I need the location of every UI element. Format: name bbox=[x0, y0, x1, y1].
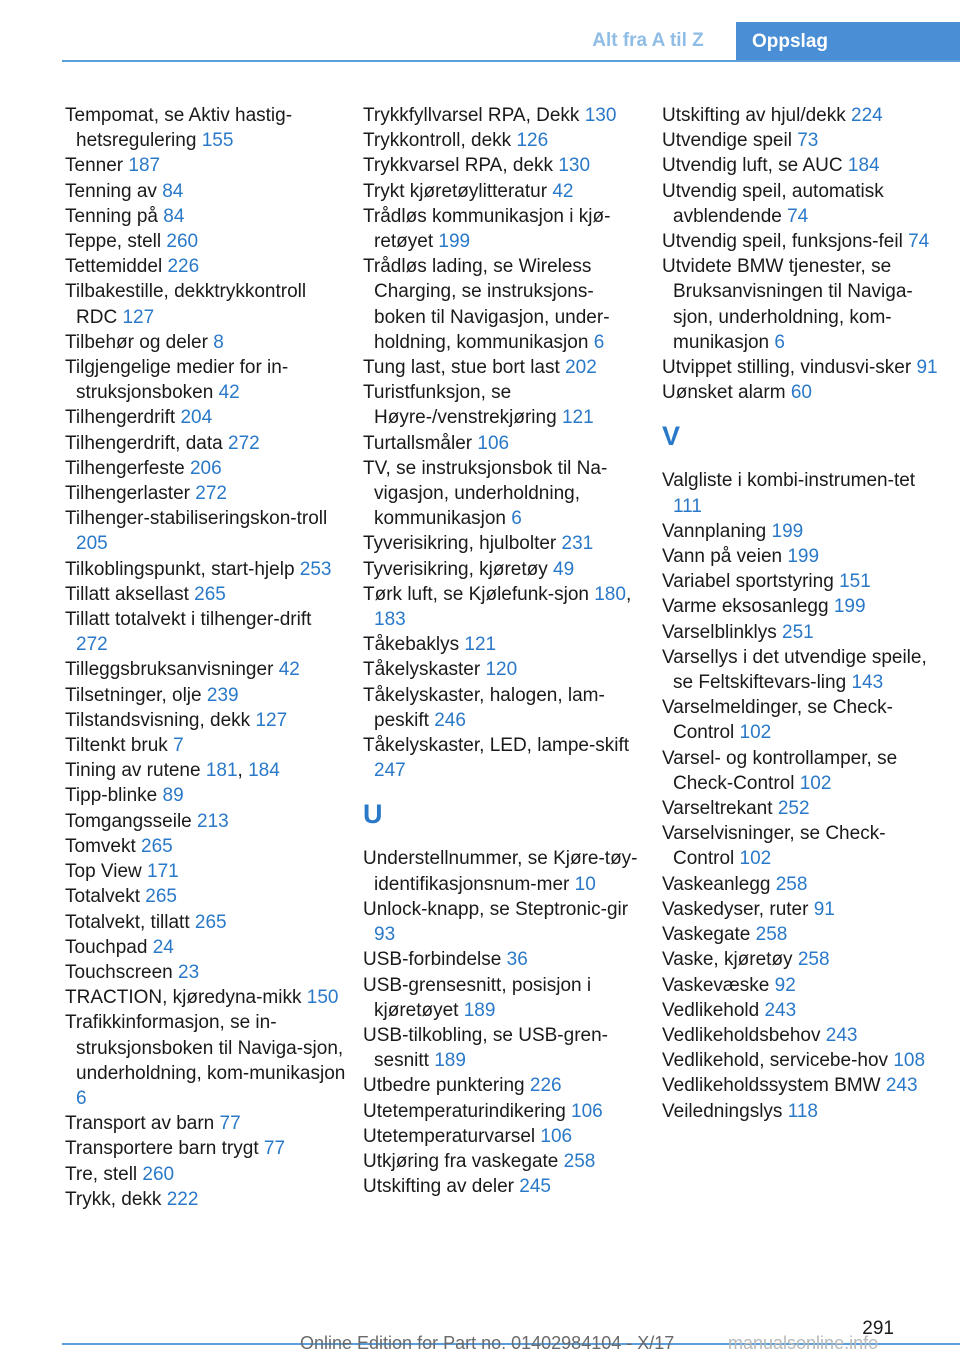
index-term: Tilsetninger, olje bbox=[65, 684, 202, 706]
index-term: Trådløs lading, se Wireless Charging, se instruksjons-boken til Navigasjon, under-holdning, kommunikasjon bbox=[363, 256, 610, 353]
index-term: Tåkelyskaster, halogen, lam-peskift bbox=[363, 684, 605, 731]
index-term: TV, se instruksjonsbok til Na-vigasjon, underholdning, kommunikasjon bbox=[363, 457, 608, 530]
index-entry bbox=[662, 796, 944, 821]
page-reference-link[interactable]: 224 bbox=[851, 105, 883, 126]
page-reference-link[interactable]: 93 bbox=[374, 924, 396, 946]
index-letter-heading: V bbox=[662, 421, 681, 452]
page-reference-link[interactable]: 272 bbox=[195, 483, 227, 505]
page-reference-link[interactable]: 265 bbox=[194, 911, 227, 933]
index-term: Tørk luft, se Kjølefunk-sjon bbox=[363, 583, 589, 605]
index-term: Totalvekt, tillatt bbox=[65, 911, 190, 933]
page-reference-link[interactable]: 239 bbox=[206, 684, 239, 706]
index-entry bbox=[662, 355, 944, 380]
index-term: Utetemperaturindikering bbox=[363, 1100, 566, 1122]
page-reference-link[interactable]: 121 bbox=[561, 407, 594, 429]
index-entry bbox=[662, 821, 944, 871]
index-entry bbox=[662, 922, 944, 947]
index-term: Top View bbox=[65, 861, 142, 883]
page-reference-link[interactable]: 111 bbox=[673, 495, 702, 517]
index-term: Tyverisikring, kjøretøy bbox=[363, 558, 548, 580]
index-entry bbox=[363, 557, 645, 582]
page-reference-link[interactable]: 7 bbox=[173, 735, 184, 757]
index-term: Vedlikehold bbox=[662, 999, 760, 1021]
index-term: Utvidete BMW tjenester, se Bruksanvisningen til Naviga-sjon, underholdning, kom-munikasjon bbox=[662, 256, 913, 353]
page-reference-link[interactable]: 252 bbox=[777, 798, 810, 820]
page-reference-link[interactable]: 102 bbox=[739, 848, 772, 870]
page-reference-link[interactable]: 121 bbox=[464, 634, 497, 656]
page-reference-link[interactable]: 151 bbox=[839, 571, 871, 593]
index-term: Utvendig speil, automatisk avblendende bbox=[662, 180, 884, 227]
page-reference-link[interactable]: 258 bbox=[797, 949, 830, 971]
page-reference-link[interactable]: 127 bbox=[122, 306, 155, 328]
index-entry bbox=[662, 947, 944, 972]
index-term: Tillatt aksellast bbox=[65, 583, 189, 605]
index-term: Trådløs kommunikasjon i kjø-retøyet bbox=[363, 205, 611, 253]
index-term: Trykk, dekk bbox=[65, 1188, 162, 1210]
index-entry bbox=[662, 897, 944, 922]
index-entry bbox=[363, 733, 645, 783]
index-entry bbox=[65, 204, 347, 229]
index-entry bbox=[65, 103, 347, 153]
index-entry bbox=[363, 1174, 645, 1199]
index-entry bbox=[662, 594, 944, 619]
page-number: 291 bbox=[862, 1318, 894, 1339]
page-reference-link[interactable]: 106 bbox=[571, 1100, 603, 1122]
index-term: Utvendig luft, se AUC bbox=[662, 155, 843, 177]
page-reference-link[interactable]: 89 bbox=[162, 785, 184, 807]
index-term: Vaskevæske bbox=[662, 974, 770, 996]
page-reference-link[interactable]: 181 bbox=[205, 760, 238, 782]
index-entry bbox=[363, 683, 645, 733]
page-reference-link[interactable]: 171 bbox=[147, 861, 179, 883]
index-entry bbox=[662, 695, 944, 745]
index-term: Trafikkinformasjon, se in-struksjonsboken til Naviga-sjon, underholdning, kom-munikasjon bbox=[65, 1012, 346, 1084]
index-entry bbox=[662, 544, 944, 569]
index-term: Vann på veien bbox=[662, 546, 783, 568]
index-term: Utetemperaturvarsel bbox=[363, 1125, 536, 1147]
index-term: Veiledningslys bbox=[662, 1100, 783, 1122]
page-reference-link[interactable]: 77 bbox=[219, 1113, 241, 1135]
page-reference-link[interactable]: 130 bbox=[584, 105, 617, 126]
index-entry bbox=[363, 153, 645, 178]
page-reference-link[interactable]: 120 bbox=[485, 659, 518, 681]
page-reference-link[interactable]: 49 bbox=[553, 558, 575, 580]
index-term: Uønsket alarm bbox=[662, 382, 786, 404]
index-entry bbox=[662, 380, 944, 405]
page-reference-link[interactable]: 226 bbox=[167, 256, 200, 278]
index-entry bbox=[65, 1162, 347, 1187]
page-reference-link[interactable]: 150 bbox=[306, 987, 339, 1009]
index-term: Varselvisninger, se Check-Control bbox=[662, 823, 886, 870]
page-reference-link[interactable]: 42 bbox=[552, 180, 574, 202]
index-term: Tilbehør og deler bbox=[65, 331, 208, 353]
header-chapter-tab: Oppslag bbox=[736, 22, 960, 62]
index-term: Tung last, stue bort last bbox=[363, 357, 560, 379]
index-entry bbox=[363, 897, 645, 947]
index-entry bbox=[65, 859, 347, 884]
page-reference-link[interactable]: 102 bbox=[739, 722, 772, 744]
page-reference-link[interactable]: 36 bbox=[506, 949, 528, 971]
index-entry bbox=[363, 846, 645, 896]
index-entry bbox=[65, 683, 347, 708]
index-term: Tyverisikring, hjulbolter bbox=[363, 533, 557, 555]
index-term: Vedlikeholdssystem BMW bbox=[662, 1075, 881, 1097]
page-reference-link[interactable]: 213 bbox=[197, 810, 229, 832]
index-term: Utkjøring fra vaskegate bbox=[363, 1150, 559, 1172]
index-entry bbox=[662, 153, 944, 178]
index-term: Tåkelyskaster, LED, lampe-skift bbox=[363, 735, 630, 757]
index-term: Tiltenkt bruk bbox=[65, 735, 168, 757]
index-entry bbox=[363, 128, 645, 153]
index-entry bbox=[65, 481, 347, 506]
index-term: Tilgjengelige medier for in-struksjonsboken bbox=[65, 357, 289, 404]
index-term: Tåkelyskaster bbox=[363, 659, 481, 681]
index-entry bbox=[363, 204, 645, 254]
page-reference-link[interactable]: 199 bbox=[833, 596, 866, 618]
index-term: Transportere barn trygt bbox=[65, 1138, 259, 1160]
index-term: Vaskedyser, ruter bbox=[662, 898, 809, 920]
page-reference-link[interactable]: 184 bbox=[248, 760, 280, 782]
index-column-1 bbox=[65, 103, 347, 1212]
page-reference-link[interactable]: 127 bbox=[255, 709, 288, 731]
index-entry bbox=[662, 998, 944, 1023]
page-reference-link[interactable]: 183 bbox=[374, 609, 406, 631]
index-term: Turistfunksjon, se Høyre-/venstrekjøring bbox=[363, 382, 557, 429]
index-entry bbox=[65, 809, 347, 834]
index-entry bbox=[65, 1111, 347, 1136]
index-term: Utskifting av deler bbox=[363, 1176, 515, 1198]
index-term: Tipp-blinke bbox=[65, 785, 158, 807]
index-entry bbox=[662, 1073, 944, 1098]
index-entry: Tørk luft, se Kjølefunk-sjon 180, 183 bbox=[363, 583, 632, 631]
index-entry bbox=[65, 229, 347, 254]
index-entry bbox=[65, 1010, 347, 1111]
index-term: Touchscreen bbox=[65, 961, 173, 983]
index-term: Varselblinklys bbox=[662, 621, 777, 643]
page-reference-link[interactable]: 24 bbox=[152, 936, 174, 958]
watermark-text: manualsonline.info bbox=[728, 1333, 879, 1353]
page-reference-link[interactable]: 102 bbox=[799, 772, 832, 794]
index-entry bbox=[363, 657, 645, 682]
index-entry bbox=[363, 456, 645, 532]
index-term: Teppe, stell bbox=[65, 231, 162, 253]
index-column-2 bbox=[363, 103, 645, 1199]
page-reference-link[interactable]: 155 bbox=[201, 130, 234, 152]
page-reference-link[interactable]: 243 bbox=[764, 999, 797, 1021]
index-term: USB-forbindelse bbox=[363, 949, 502, 971]
page-reference-link[interactable]: 74 bbox=[908, 231, 930, 253]
index-entry bbox=[363, 1149, 645, 1174]
page-reference-link[interactable]: 253 bbox=[299, 558, 332, 580]
page-reference-link[interactable]: 106 bbox=[477, 432, 510, 454]
page-reference-link[interactable]: 8 bbox=[213, 331, 224, 353]
index-entry bbox=[363, 431, 645, 456]
index-term: Utvippet stilling, vindusvi-sker bbox=[662, 357, 912, 379]
index-term: Unlock-knapp, se Steptronic-gir bbox=[363, 898, 629, 920]
index-term: USB-grensesnitt, posisjon i kjøretøyet bbox=[363, 974, 592, 1021]
index-entry bbox=[65, 431, 347, 456]
page-reference-link[interactable]: 199 bbox=[771, 520, 804, 542]
index-term: Tre, stell bbox=[65, 1163, 138, 1185]
page-reference-link[interactable]: 92 bbox=[774, 974, 796, 996]
page-reference-link[interactable]: 189 bbox=[434, 1050, 466, 1072]
index-entry bbox=[65, 355, 347, 405]
index-entry bbox=[662, 620, 944, 645]
page-reference-link[interactable]: 84 bbox=[163, 205, 185, 227]
index-term: Tettemiddel bbox=[65, 256, 163, 278]
index-entry bbox=[65, 960, 347, 985]
page-reference-link[interactable]: 265 bbox=[145, 886, 177, 908]
index-entry bbox=[363, 1124, 645, 1149]
page-reference-link[interactable]: 247 bbox=[374, 760, 406, 782]
index-entry bbox=[363, 947, 645, 972]
index-entry bbox=[65, 884, 347, 909]
index-entry bbox=[662, 103, 944, 128]
page-reference-link[interactable]: 77 bbox=[263, 1138, 286, 1160]
index-entry bbox=[363, 254, 645, 355]
index-entry bbox=[65, 330, 347, 355]
page-header bbox=[0, 0, 960, 62]
index-entry bbox=[65, 1187, 347, 1212]
page-reference-link[interactable]: 204 bbox=[180, 407, 213, 429]
index-entry bbox=[662, 1048, 944, 1073]
index-entry bbox=[65, 910, 347, 935]
page-reference-link[interactable]: 265 bbox=[141, 835, 173, 857]
index-entry bbox=[363, 1073, 645, 1098]
index-letter-heading: U bbox=[363, 799, 383, 830]
index-term: Tillatt totalvekt i tilhenger-drift bbox=[65, 609, 312, 631]
page-reference-link[interactable]: 222 bbox=[166, 1188, 199, 1210]
index-term: Understellnummer, se Kjøre-tøy-identifikasjonsnum-mer bbox=[363, 848, 638, 895]
page-reference-link[interactable]: 74 bbox=[787, 205, 809, 227]
index-term: Tilhenger-stabiliseringskon-troll bbox=[65, 508, 328, 530]
page-reference-link[interactable]: 243 bbox=[825, 1024, 858, 1046]
index-term: Vedlikehold, servicebe-hov bbox=[662, 1050, 889, 1072]
page-reference-link[interactable]: 272 bbox=[228, 432, 260, 454]
index-term: Tilstandsvisning, dekk bbox=[65, 709, 251, 731]
page-reference-link[interactable]: 260 bbox=[166, 231, 199, 253]
page-reference-link[interactable]: 272 bbox=[76, 634, 108, 656]
index-term: Tomgangsseile bbox=[65, 810, 192, 832]
index-entry bbox=[363, 1023, 645, 1073]
index-entry bbox=[65, 607, 347, 657]
index-term: Varsellys i det utvendige speile, se Feltskiftevars-ling bbox=[662, 646, 927, 694]
header-section-title: Alt fra A til Z bbox=[592, 30, 704, 51]
index-term: Trykt kjøretøylitteratur bbox=[363, 180, 548, 202]
index-entry bbox=[65, 657, 347, 682]
page-reference-link[interactable]: 251 bbox=[782, 621, 814, 643]
index-term: Utvendig speil, funksjons-feil bbox=[662, 231, 903, 253]
page-reference-link[interactable]: 6 bbox=[511, 508, 522, 530]
index-entry bbox=[363, 632, 645, 657]
index-term: Tilbakestille, dekktrykkontroll RDC bbox=[65, 281, 307, 328]
index-entry bbox=[662, 746, 944, 796]
index-entry bbox=[65, 935, 347, 960]
index-term: Trykkvarsel RPA, dekk bbox=[363, 155, 554, 177]
index-term: Vannplaning bbox=[662, 520, 767, 542]
index-term: Varsel- og kontrollamper, se Check-Control bbox=[662, 747, 898, 794]
index-entry bbox=[65, 1136, 347, 1161]
page-reference-link[interactable]: 180 bbox=[594, 583, 626, 605]
index-term: Turtallsmåler bbox=[363, 432, 473, 454]
index-entry bbox=[65, 179, 347, 204]
index-term: Tomvekt bbox=[65, 835, 136, 857]
page-reference-link[interactable]: 118 bbox=[787, 1100, 818, 1122]
index-term: Vaskeanlegg bbox=[662, 873, 771, 895]
page-reference-link[interactable]: 206 bbox=[189, 457, 222, 479]
index-entry bbox=[363, 531, 645, 556]
page-reference-link[interactable]: 106 bbox=[540, 1125, 573, 1147]
index-term: Vaske, kjøretøy bbox=[662, 949, 793, 971]
page-reference-link[interactable]: 258 bbox=[775, 873, 808, 895]
index-entry bbox=[662, 128, 944, 153]
page-reference-link[interactable]: 42 bbox=[278, 659, 300, 681]
page-reference-link[interactable]: 243 bbox=[885, 1075, 918, 1097]
page-reference-link[interactable]: 260 bbox=[142, 1163, 175, 1185]
index-entry bbox=[65, 254, 347, 279]
index-term: Vedlikeholdsbehov bbox=[662, 1024, 821, 1046]
index-entry bbox=[662, 973, 944, 998]
page-reference-link[interactable]: 108 bbox=[893, 1050, 926, 1072]
page-reference-link[interactable]: 205 bbox=[76, 533, 108, 555]
page-reference-link[interactable]: 6 bbox=[774, 331, 785, 353]
index-term: Utvendige speil bbox=[662, 130, 792, 152]
index-entry bbox=[662, 1023, 944, 1048]
index-term: Tilhengerfeste bbox=[65, 457, 185, 479]
index-entry bbox=[65, 985, 347, 1010]
index-entry bbox=[65, 405, 347, 430]
index-entry bbox=[662, 1099, 944, 1124]
index-entry bbox=[363, 973, 645, 1023]
header-divider bbox=[62, 60, 960, 62]
page-reference-link[interactable]: 246 bbox=[434, 709, 466, 731]
page-reference-link[interactable]: 184 bbox=[847, 155, 880, 177]
index-term: Varme eksosanlegg bbox=[662, 596, 829, 618]
index-entry bbox=[363, 179, 645, 204]
index-entry bbox=[65, 733, 347, 758]
page-reference-link[interactable]: 258 bbox=[563, 1150, 596, 1172]
index-term: Varseltrekant bbox=[662, 798, 773, 820]
page-reference-link[interactable]: 6 bbox=[593, 331, 605, 353]
index-entry bbox=[65, 279, 347, 329]
page-reference-link[interactable]: 258 bbox=[755, 924, 788, 946]
page-reference-link[interactable]: 10 bbox=[574, 873, 596, 895]
index-term: Tilleggsbruksanvisninger bbox=[65, 659, 274, 681]
page-reference-link[interactable]: 60 bbox=[790, 382, 812, 404]
page-reference-link[interactable]: 231 bbox=[561, 533, 594, 555]
page-reference-link[interactable]: 245 bbox=[519, 1176, 551, 1198]
page-reference-link[interactable]: 91 bbox=[916, 357, 938, 379]
index-entry bbox=[363, 103, 645, 128]
index-term: Valgliste i kombi-instrumen-tet bbox=[662, 470, 916, 492]
index-entry bbox=[662, 468, 944, 518]
index-term: Transport av barn bbox=[65, 1113, 215, 1135]
index-entry bbox=[65, 708, 347, 733]
index-term: Tenning på bbox=[65, 205, 158, 227]
index-entry bbox=[662, 519, 944, 544]
page-reference-link[interactable]: 202 bbox=[565, 357, 597, 379]
page-reference-link[interactable]: 199 bbox=[787, 546, 820, 568]
index-entry bbox=[662, 254, 944, 355]
index-term: Tilkoblingspunkt, start-hjelp bbox=[65, 558, 295, 580]
index-term: Tilhengerdrift bbox=[65, 407, 176, 429]
index-term: Variabel sportstyring bbox=[662, 571, 834, 593]
page-reference-link[interactable]: 126 bbox=[516, 130, 549, 152]
index-entry bbox=[363, 1099, 645, 1124]
page-reference-link[interactable]: 130 bbox=[558, 155, 591, 177]
page-reference-link[interactable]: 6 bbox=[76, 1087, 87, 1109]
index-term: Totalvekt bbox=[65, 886, 140, 908]
index-term: Utbedre punktering bbox=[363, 1075, 525, 1097]
page-reference-link[interactable]: 187 bbox=[128, 155, 161, 177]
index-term: Tilhengerdrift, data bbox=[65, 432, 223, 454]
index-term: USB-tilkobling, se USB-gren-sesnitt bbox=[363, 1024, 608, 1072]
index-entry bbox=[363, 355, 645, 380]
index-entry bbox=[65, 557, 347, 582]
index-term: Vaskegate bbox=[662, 924, 751, 946]
index-entry bbox=[662, 645, 944, 695]
index-term: Tilhengerlaster bbox=[65, 483, 190, 505]
index-term: Tining av rutene bbox=[65, 760, 201, 782]
page-reference-link[interactable]: 265 bbox=[194, 583, 226, 605]
index-entry bbox=[662, 569, 944, 594]
index-entry bbox=[65, 506, 347, 556]
index-entry bbox=[662, 872, 944, 897]
page-reference-link[interactable]: 189 bbox=[463, 999, 496, 1021]
index-term: Tempomat, se Aktiv hastig-hetsregulering bbox=[65, 105, 293, 152]
edition-note: Online Edition for Part no. 01402984104 - X/17 bbox=[300, 1333, 675, 1353]
index-entry bbox=[65, 456, 347, 481]
index-entry bbox=[65, 783, 347, 808]
index-term: Tenner bbox=[65, 155, 124, 177]
index-entry bbox=[65, 153, 347, 178]
index-entry: Tining av rutene 181, 184 bbox=[65, 760, 280, 782]
index-entry bbox=[65, 582, 347, 607]
page-reference-link[interactable]: 73 bbox=[797, 130, 819, 152]
index-column-3 bbox=[662, 103, 944, 1124]
index-term: Utskifting av hjul/dekk bbox=[662, 105, 846, 126]
page-reference-link[interactable]: 226 bbox=[529, 1075, 562, 1097]
index-term: Varselmeldinger, se Check-Control bbox=[662, 697, 893, 744]
index-term: Touchpad bbox=[65, 936, 148, 958]
page-reference-link[interactable]: 42 bbox=[218, 382, 240, 404]
index-term: Tenning av bbox=[65, 180, 157, 202]
index-entry bbox=[65, 834, 347, 859]
index-term: Tåkebaklys bbox=[363, 634, 460, 656]
index-entry bbox=[662, 179, 944, 229]
index-entry bbox=[363, 380, 645, 430]
page-reference-link[interactable]: 143 bbox=[851, 672, 884, 694]
index-term: Trykkfyllvarsel RPA, Dekk bbox=[363, 105, 580, 126]
page-reference-link[interactable]: 23 bbox=[178, 961, 200, 983]
page-reference-link[interactable]: 84 bbox=[162, 180, 184, 202]
index-entry bbox=[662, 229, 944, 254]
index-term: Trykkontroll, dekk bbox=[363, 130, 512, 152]
index-term: TRACTION, kjøredyna-mikk bbox=[65, 987, 302, 1009]
page-reference-link[interactable]: 199 bbox=[438, 231, 471, 253]
page-reference-link[interactable]: 91 bbox=[813, 898, 835, 920]
